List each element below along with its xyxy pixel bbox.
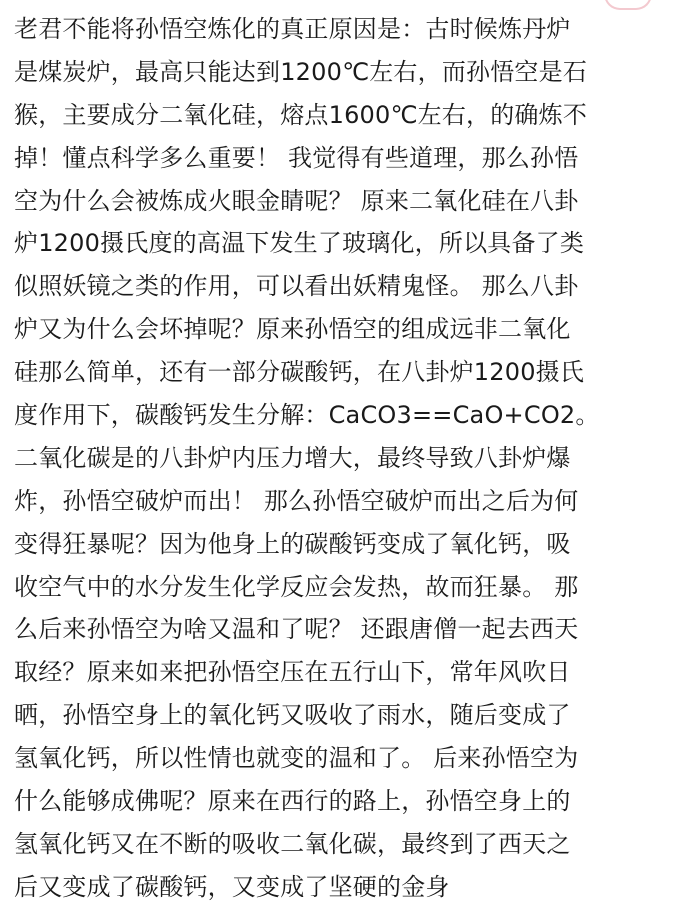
text-line: 氢氧化钙，所以性情也就变的温和了。 后来孙悟空为 (14, 744, 579, 773)
text-line: 二氧化碳是的八卦炉内压力增大，最终导致八卦炉爆 (14, 443, 571, 472)
text-line: 么后来孙悟空为啥又温和了呢？ 还跟唐僧一起去西天 (14, 615, 579, 644)
text-line: 收空气中的水分发生化学反应会发热，故而狂暴。 那 (14, 572, 579, 601)
text-line: 空为什么会被炼成火眼金睛呢？ 原来二氧化硅在八卦 (14, 186, 579, 215)
text-line: 炉1200摄氏度的高温下发生了玻璃化，所以具备了类 (14, 229, 585, 258)
text-line: 变得狂暴呢？因为他身上的碳酸钙变成了氧化钙，吸 (14, 529, 571, 558)
text-line: 硅那么简单，还有一部分碳酸钙，在八卦炉1200摄氏 (14, 358, 585, 387)
text-line: 取经？原来如来把孙悟空压在五行山下，常年风吹日 (14, 658, 571, 687)
text-line: 什么能够成佛呢？原来在西行的路上，孙悟空身上的 (14, 787, 571, 816)
text-line: 老君不能将孙悟空炼化的真正原因是：古时候炼丹炉 (14, 15, 571, 43)
article-text (14, 8, 670, 909)
text-line: 晒，孙悟空身上的氧化钙又吸收了雨水，随后变成了 (14, 701, 571, 730)
text-line: 后又变成了碳酸钙，又变成了坚硬的金身 (14, 872, 450, 901)
text-line: 氢氧化钙又在不断的吸收二氧化碳，最终到了西天之 (14, 829, 571, 858)
text-line: 炸，孙悟空破炉而出！ 那么孙悟空破炉而出之后为何 (14, 486, 579, 515)
text-line: 是煤炭炉，最高只能达到1200℃左右，而孙悟空是石 (14, 57, 588, 86)
text-line: 炉又为什么会坏掉呢？原来孙悟空的组成远非二氧化 (14, 315, 571, 344)
text-line: 猴，主要成分二氧化硅，熔点1600℃左右，的确炼不 (14, 100, 588, 129)
text-line: 掉！懂点科学多么重要！ 我觉得有些道理，那么孙悟 (14, 143, 579, 172)
text-line: 似照妖镜之类的作用，可以看出妖精鬼怪。 那么八卦 (14, 272, 579, 301)
text-line: 度作用下，碳酸钙发生分解：CaCO3==CaO+CO2。 (14, 401, 600, 430)
